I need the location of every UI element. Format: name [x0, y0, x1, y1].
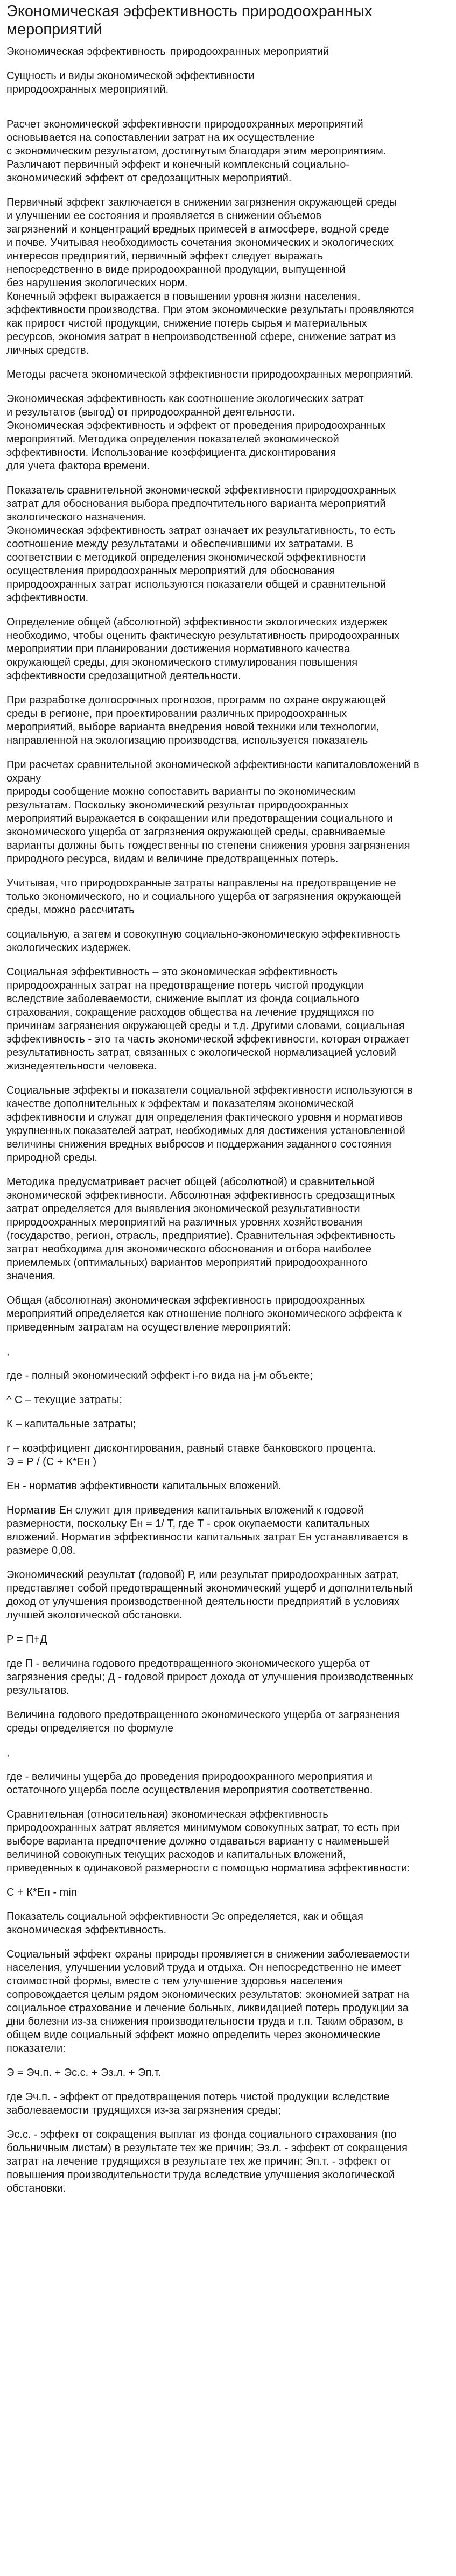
- body-paragraph: Социальный эффект охраны природы проявляется в снижении заболеваемости населения, улучшении условий труда и отдыха. Он непосредственно не имеет стоимостной формы, вместе с тем улучшение здоровья населения сопровождается целым рядом экономических результатов: экономией затрат на социальное страхование и лечение больных, ликвидацией потерь продукции за дни болезни из-за снижения производительности труда и т.п. Таким образом, в общем виде социальный эффект можно определить через экономические показатели:: [6, 1948, 410, 2054]
- body-paragraph: Учитывая, что природоохранные затраты направлены на предотвращение не только экономического, но и социального ущерба от загрязнения окружающей среды, можно рассчитать: [6, 877, 401, 916]
- body-paragraph: При расчетах сравнительной экономической эффективности капиталовложений в охрану природы сообщение можно сопоставить варианты по экономическим результатам. Поскольку экономический результат природоохранных мероприятий выражается в сокращении или предотвращении социального и экономического ущерба от загрязнения окружающей среды, сравниваемые варианты должны быть тождественны по степени снижения уровня загрязнения природного ресурса, видам и величине предотвращенных потерь.: [6, 759, 419, 865]
- body-paragraph: ,: [6, 1747, 10, 1758]
- body-paragraph: ,: [6, 1346, 10, 1357]
- body-paragraph: К – капитальные затраты;: [6, 1418, 136, 1430]
- document-body: [6, 118, 450, 2195]
- body-paragraph: Р = П+Д: [6, 1634, 47, 1645]
- body-paragraph: Социальная эффективность – это экономическая эффективность природоохранных затрат на предотвращение потерь чистой продукции вследствие заболеваемости, снижение выплат из фонда социального страхования, сокращение расходов общества на лечение трудящихся по причинам загрязнения окружающей среды и т.д. Другими словами, социальная эффективность - это та часть экономической эффективности, которая отражает результативность затрат, связанных с экологической нормализацией условий жизнедеятельности человека.: [6, 966, 410, 1072]
- body-paragraph: Ен - норматив эффективности капитальных вложений.: [6, 1480, 282, 1492]
- body-paragraph: Социальные эффекты и показатели социальной эффективности используются в качестве дополнительных к эффектам и показателям экономической эффективности и служат для определения фактического уровня и нормативов укрупненных показателей затрат, необходимых для достижения установленной величины снижения вредных выбросов и поддержания заданного состояния природной среды.: [6, 1085, 413, 1164]
- body-paragraph: Норматив Ен служит для приведения капитальных вложений к годовой размерности, поскольку Ен = 1/ Т, где Т - срок окупаемости капитальных вложений. Норматив эффективности капитальных затрат Ен устанавливается в размере 0,08.: [6, 1504, 408, 1557]
- body-paragraph: Расчет экономической эффективности природоохранных мероприятий основывается на сопоставлении затрат на их осуществление с экономическим результатом, достигнутым благодаря этим мероприятиям. Различают первичный эффект и конечный комплексный социально- экономический эффект от средозащитных мероприятий.: [6, 118, 387, 184]
- body-paragraph: социальную, а затем и совокупную социально-экономическую эффективность экологических издержек.: [6, 928, 401, 954]
- body-paragraph: Экономический результат (годовой) Р, или результат природоохранных затрат, представляет собой предотвращенный экономический ущерб и дополнительный доход от улучшения производственной деятельности предприятий в условиях лучшей экологической обстановки.: [6, 1569, 413, 1621]
- body-paragraph: Показатель социальной эффективности Эс определяется, как и общая экономическая эффективность.: [6, 1911, 363, 1936]
- body-paragraph: Э = Эч.п. + Эс.с. + Эз.л. + Эп.т.: [6, 2067, 162, 2079]
- body-paragraph: Методы расчета экономической эффективности природоохранных мероприятий.: [6, 369, 414, 381]
- body-paragraph: где П - величина годового предотвращенного экономического ущерба от загрязнения среды; Д - годовой прирост дохода от улучшения производственных результатов.: [6, 1658, 413, 1697]
- body-paragraph: r – коэффициент дисконтирования, равный ставке банковского процента. Э = Р / (С + К*Ен ): [6, 1442, 376, 1468]
- body-paragraph: С + К*Еп - min: [6, 1887, 77, 1898]
- body-paragraph: ^ С – текущие затраты;: [6, 1394, 122, 1406]
- body-paragraph: Эс.с. - эффект от сокращения выплат из фонда социального страхования (по больничным листам) в результате тех же причин; Эз.л. - эффект от сокращения затрат на лечение трудящихся в результате тех же причин; Эп.т. - эффект от повышения производительности труда вследствие улучшения экологической обстановки.: [6, 2129, 408, 2194]
- page-title: Экономическая эффективность природоохранных мероприятий: [6, 3, 373, 38]
- body-paragraph: Методика предусматривает расчет общей (абсолютной) и сравнительной экономической эффективности. Абсолютная эффективность средозащитных затрат определяется для выявления экономической результативности природоохранных мероприятий на различных уровнях хозяйствования (государство, регион, отрасль, предприятие). Сравнительная эффективность затрат необходима для экономического обоснования и отбора наиболее приемлемых (оптимальных) вариантов мероприятий природоохранного значения.: [6, 1176, 395, 1282]
- subtitle: [6, 45, 450, 59]
- body-paragraph: Показатель сравнительной экономической эффективности природоохранных затрат для обоснования выбора предпочтительного варианта мероприятий экологического назначения. Экономическая эффективность затрат означает их результативность, то есть соотношение между результатами и обеспечившими их затратами. В соответствии с методикой определения экономической эффективности осуществления природоохранных мероприятий для обоснования природоохранных затрат используются показатели общей и сравнительной эффективности.: [6, 484, 396, 604]
- body-paragraph: где - величины ущерба до проведения природоохранного мероприятия и остаточного ущерба после осуществления мероприятия соответственно.: [6, 1771, 373, 1796]
- body-paragraph: Экономическая эффективность как соотношение экологических затрат и результатов (выгод) от природоохранной деятельности. Экономическая эффективность и эффект от проведения природоохранных мероприятий. Методика определения показателей экономической эффективности. Использование коэффициента дисконтирования для учета фактора времени.: [6, 393, 386, 472]
- lead-paragraph: Сущность и виды экономической эффективности природоохранных мероприятий.: [6, 70, 255, 95]
- body-paragraph: Общая (абсолютная) экономическая эффективность природоохранных мероприятий определяется как отношение полного экономического эффекта к приведенным затратам на осуществление мероприятий:: [6, 1294, 402, 1333]
- body-paragraph: Сравнительная (относительная) экономическая эффективность природоохранных затрат является минимумом совокупных затрат, то есть при выборе варианта предпочтение должно отдаваться варианту с наименьшей величиной совокупных текущих расходов и капитальных вложений, приведенных к одинаковой размерности с помощью норматива эффективности:: [6, 1808, 410, 1874]
- spacer: [6, 107, 450, 118]
- body-paragraph: Определение общей (абсолютной) эффективности экологических издержек необходимо, чтобы оценить фактическую результативность природоохранных мероприятии при планировании достижения нормативного качества окружающей среды, для экономического стимулирования повышения эффективности средозащитной деятельности.: [6, 616, 400, 682]
- body-paragraph: Первичный эффект заключается в снижении загрязнения окружающей среды и улучшении ее состояния и проявляется в снижении объемов загрязнений и концентраций вредных примесей в атмосфере, водной среде и почве. Учитывая необходимость сочетания экономических и экологических интересов предприятий, первичный эффект следует выражать непосредственно в виде природоохранной продукции, выпущенной без нарушения экологических норм. Конечный эффект выражается в повышении уровня жизни населения, эффективности производства. При этом экономические результаты проявляются как прирост чистой продукции, снижение потерь сырья и материальных ресурсов, экономия затрат в непроизводственной сфере, снижение затрат из личных средств.: [6, 196, 415, 356]
- body-paragraph: Величина годового предотвращенного экономического ущерба от загрязнения среды определяется по формуле: [6, 1709, 400, 1734]
- body-paragraph: где - полный экономический эффект i-го вида на j-м объекте;: [6, 1370, 313, 1382]
- subtitle-part-1: Экономическая эффективность: [6, 46, 166, 58]
- body-paragraph: При разработке долгосрочных прогнозов, программ по охране окружающей среды в регионе, при проектировании различных природоохранных мероприятий, выборе варианта внедрения новой техники или технологии, направленной на экологизацию производства, используется показатель: [6, 694, 387, 747]
- spacer: [6, 59, 450, 69]
- subtitle-part-2: природоохранных мероприятий: [170, 46, 329, 58]
- body-paragraph: где Эч.п. - эффект от предотвращения потерь чистой продукции вследствие заболеваемости трудящихся из-за загрязнения среды;: [6, 2091, 390, 2116]
